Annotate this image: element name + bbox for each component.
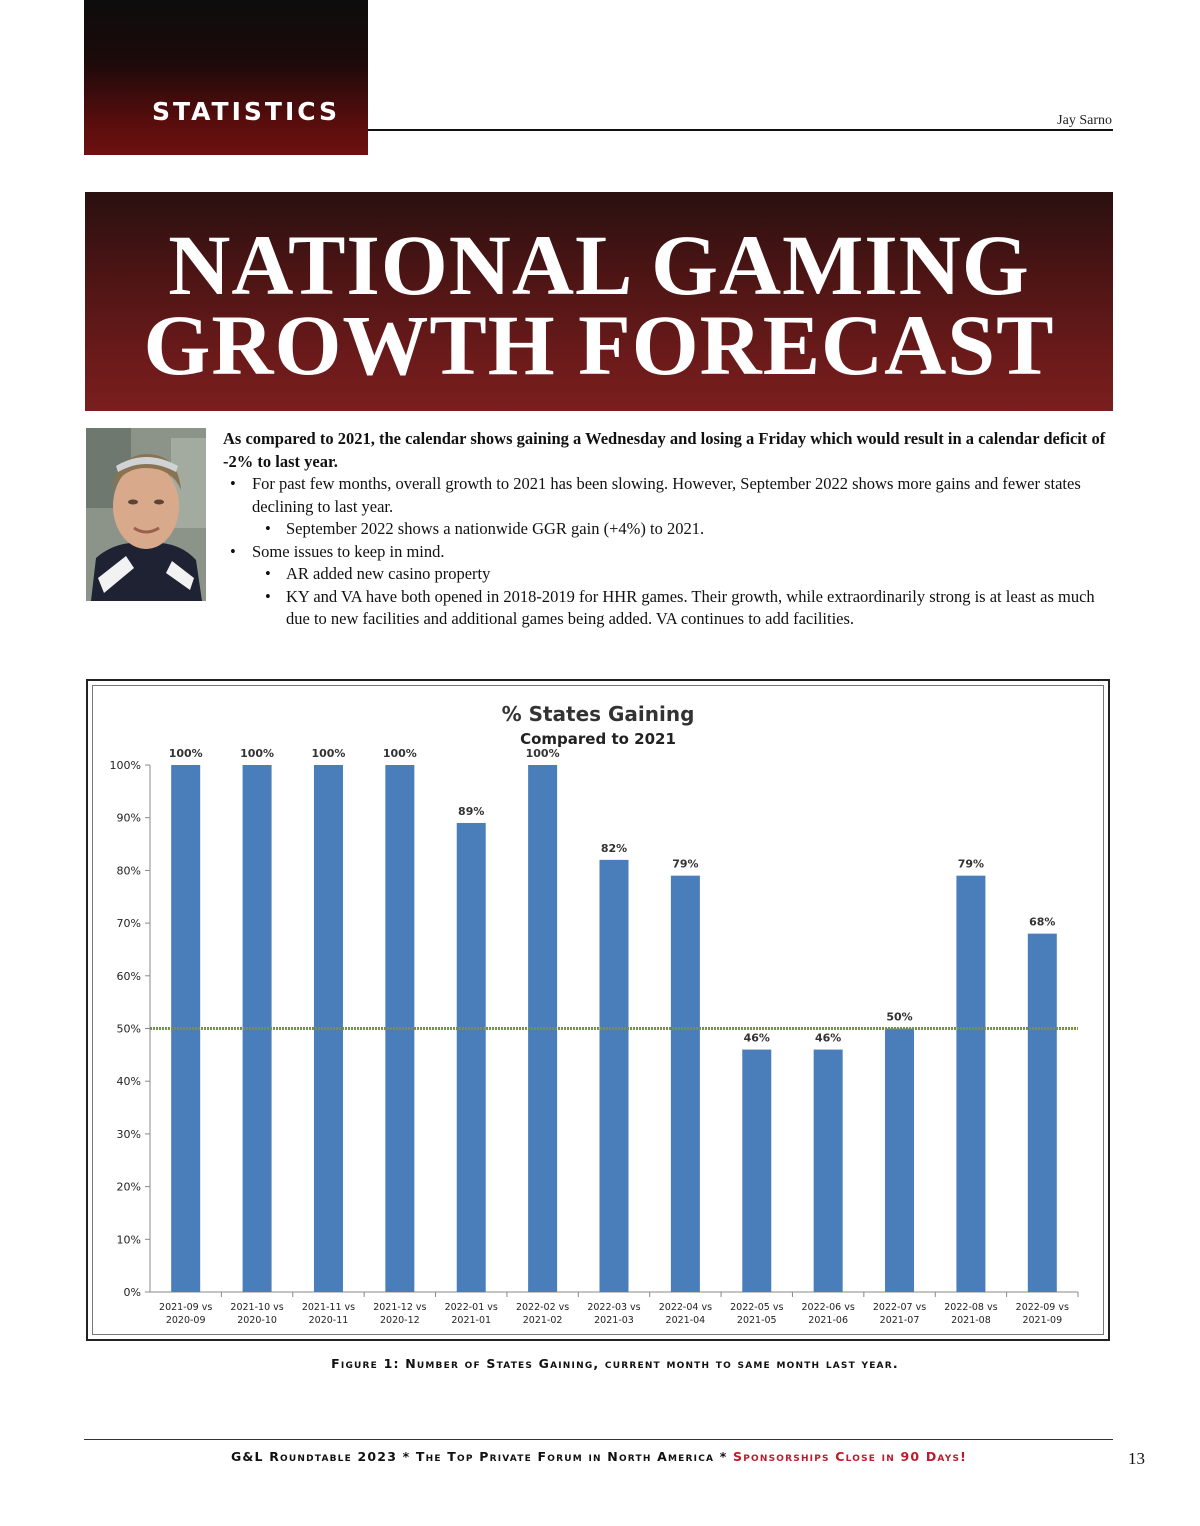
x-tick-label: 2021-09 vs — [159, 1302, 213, 1313]
bar-value-label: 50% — [886, 1010, 913, 1024]
chart-title: % States Gaining — [501, 702, 695, 726]
bullet-item: • For past few months, overall growth to 2021 has been slowing. However, September 2022 shows more gains and fewer states declining to last year. — [223, 473, 1113, 518]
bar-value-label: 100% — [311, 747, 346, 760]
bar-value-label: 100% — [525, 747, 560, 760]
bar-value-label: 100% — [382, 747, 417, 760]
bar — [671, 876, 700, 1292]
x-tick-label: 2021-07 — [879, 1315, 920, 1326]
page-number: 13 — [1128, 1449, 1145, 1468]
x-tick-label: 2022-05 vs — [730, 1302, 784, 1313]
bullet-item: • September 2022 shows a nationwide GGR gain (+4%) to 2021. — [223, 518, 1113, 541]
footer-text: G&L Roundtable 2023 * The Top Private Forum in North America * — [230, 1449, 734, 1464]
x-tick-label: 2021-02 — [522, 1315, 563, 1326]
chart-frame — [86, 679, 1110, 1341]
x-tick-label: 2021-12 vs — [373, 1302, 427, 1313]
bullet-item: • Some issues to keep in mind. — [223, 541, 1113, 564]
bar — [885, 1029, 914, 1293]
chart-subtitle: Compared to 2021 — [520, 730, 676, 748]
x-tick-label: 2020-11 — [308, 1315, 349, 1326]
footer-accent: Sponsorships Close in 90 Days! — [733, 1449, 968, 1464]
y-tick-label: 40% — [116, 1075, 141, 1089]
y-tick-label: 70% — [116, 917, 141, 931]
bar-value-label: 79% — [957, 857, 985, 871]
author-name: Jay Sarno — [1057, 113, 1112, 128]
bar — [1028, 934, 1057, 1292]
x-tick-label: 2020-09 — [165, 1315, 206, 1326]
title-line-1: NATIONAL GAMING — [168, 217, 1030, 313]
x-tick-label: 2022-08 vs — [944, 1302, 998, 1313]
footer-rule — [84, 1439, 1113, 1440]
x-tick-label: 2021-10 vs — [230, 1302, 284, 1313]
x-tick-label: 2020-12 — [379, 1315, 420, 1326]
y-tick-label: 0% — [123, 1286, 141, 1299]
bar — [742, 1050, 771, 1292]
y-tick-label: 20% — [116, 1180, 141, 1194]
y-tick-label: 10% — [116, 1233, 141, 1247]
bar — [814, 1050, 843, 1292]
y-tick-label: 30% — [116, 1127, 141, 1141]
bar-value-label: 82% — [600, 841, 628, 855]
bar-value-label: 68% — [1029, 915, 1056, 929]
x-tick-label: 2022-09 vs — [1015, 1302, 1069, 1313]
intro-lead: As compared to 2021, the calendar shows gaining a Wednesday and losing a Friday which would result in a calendar deficit of -2% to last year. — [223, 429, 1106, 471]
x-tick-label: 2021-09 — [1022, 1315, 1063, 1326]
x-tick-label: 2022-04 vs — [658, 1302, 713, 1313]
y-tick-label: 60% — [116, 969, 141, 983]
y-tick-label: 100% — [109, 759, 141, 772]
x-tick-label: 2022-07 vs — [872, 1302, 927, 1313]
header-rule — [368, 129, 1113, 131]
bar-value-label: 100% — [168, 747, 203, 760]
y-tick-label: 90% — [116, 811, 141, 825]
bullet-item: • AR added new casino property — [223, 563, 1113, 586]
bar-value-label: 100% — [240, 747, 275, 760]
x-tick-label: 2021-11 vs — [301, 1302, 356, 1313]
y-tick-label: 50% — [116, 1022, 141, 1036]
x-tick-label: 2021-01 — [451, 1315, 492, 1326]
title-banner — [85, 192, 1113, 411]
figure-caption: Figure 1: Number of States Gaining, current month to same month last year. — [331, 1356, 899, 1371]
bar-value-label: 46% — [743, 1031, 770, 1045]
x-tick-label: 2022-06 vs — [801, 1302, 855, 1313]
x-tick-label: 2021-06 — [808, 1315, 849, 1326]
intro-bullets — [223, 473, 1113, 631]
x-tick-label: 2021-05 — [736, 1315, 777, 1326]
bar-value-label: 79% — [672, 857, 699, 871]
title-line-2: GROWTH FORECAST — [143, 297, 1055, 393]
x-tick-label: 2021-03 — [594, 1315, 634, 1326]
x-tick-label: 2021-08 — [951, 1315, 991, 1326]
bar-value-label: 46% — [814, 1031, 842, 1045]
bar-value-label: 89% — [458, 804, 485, 818]
bar — [956, 876, 985, 1292]
y-tick-label: 80% — [116, 864, 141, 878]
x-tick-label: 2022-01 vs — [444, 1302, 498, 1313]
section-label: STATISTICS — [152, 97, 341, 126]
x-tick-label: 2022-03 vs — [587, 1302, 641, 1313]
bar — [600, 860, 629, 1292]
x-tick-label: 2021-04 — [665, 1315, 706, 1326]
author-photo — [86, 428, 206, 601]
bar — [457, 823, 486, 1292]
bar-chart — [88, 681, 1108, 1339]
section-tab — [84, 0, 368, 155]
x-tick-label: 2020-10 — [237, 1315, 277, 1326]
bullet-item: • KY and VA have both opened in 2018-2019 for HHR games. Their growth, while extraordinarily strong is at least as much due to new facilities and additional games being added. VA continues to add facilities. — [223, 586, 1113, 631]
intro-text — [223, 428, 1113, 631]
footer — [0, 1449, 1198, 1464]
x-tick-label: 2022-02 vs — [515, 1302, 570, 1313]
